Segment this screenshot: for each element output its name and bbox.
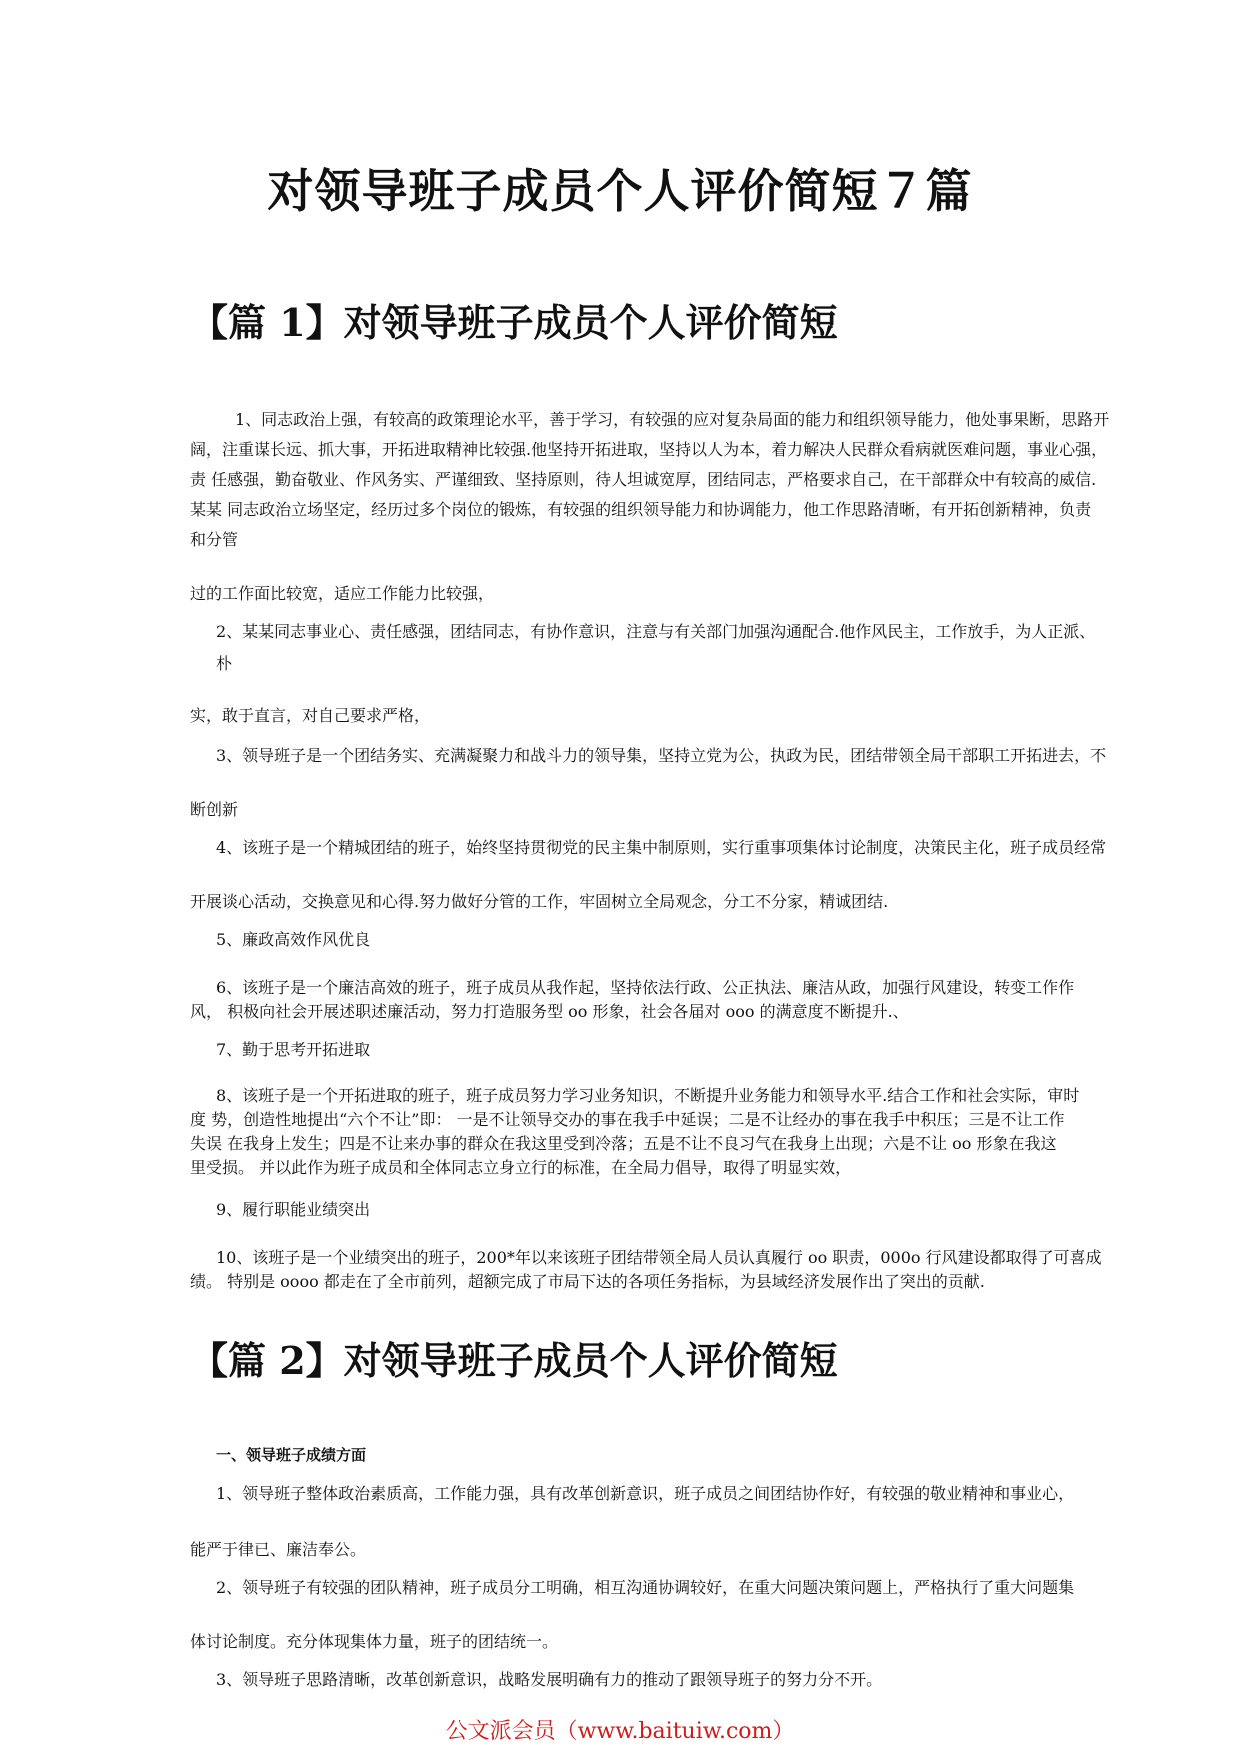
paragraph-line: 过的工作面比较宽，适应工作能力比较强， — [190, 584, 495, 603]
paragraph-line: 9、履行职能业绩突出 — [216, 1200, 371, 1219]
paragraph-line: 能严于律已、廉洁奉公。 — [190, 1540, 367, 1559]
footer-watermark-link[interactable]: 公文派会员（www.baituiw.com） — [445, 1719, 795, 1744]
paragraph-line: 2、领导班子有较强的团队精神，班子成员分工明确，相互沟通协调较好，在重大问题决策问题上，严格执行了重大问题集 — [216, 1578, 1075, 1597]
paragraph-line: 某某 同志政治立场坚定，经历过多个岗位的锻炼，有较强的组织领导能力和协调能力，他工作思路清晰，有开拓创新精神，负责 — [190, 500, 1092, 519]
paragraph-line: 4、该班子是一个精城团结的班子，始终坚持贯彻党的民主集中制原则，实行重事项集体讨论制度，决策民主化，班子成员经常 — [216, 838, 1107, 857]
paragraph-line: 1、领导班子整体政治素质高，工作能力强，具有改革创新意识，班子成员之间团结协作好，有较强的敬业精神和事业心， — [216, 1484, 1075, 1503]
paragraph-line: 1、同志政治上强，有较高的政策理论水平，善于学习，有较强的应对复杂局面的能力和组织领导能力，他处事果断，思路开 — [235, 410, 1110, 429]
paragraph-line: 8、该班子是一个开拓进取的班子，班子成员努力学习业务知识，不断提升业务能力和领导水平.结合工作和社会实际，审时 — [216, 1086, 1080, 1105]
paragraph-line: 里受损。 并以此作为班子成员和全体同志立身立行的标准，在全局力倡导，取得了明显实效， — [190, 1158, 852, 1177]
paragraph-line: 失误 在我身上发生；四是不让来办事的群众在我这里受到冷落；五是不让不良习气在我身上出现；六是不让 oo 形象在我这 — [190, 1134, 1057, 1153]
paragraph-line: 3、领导班子是一个团结务实、充满凝聚力和战斗力的领导集，坚持立党为公，执政为民，团结带领全局干部职工开拓进去，不 — [216, 746, 1107, 765]
section-2-subheading: 一、领导班子成绩方面 — [216, 1446, 367, 1464]
paragraph-line: 实，敢于直言，对自己要求严格， — [190, 706, 431, 725]
paragraph-line: 7、勤于思考开拓进取 — [216, 1040, 371, 1059]
paragraph-line: 风， 积极向社会开展述职述廉活动，努力打造服务型 oo 形象，社会各届对 ooo 的满意度不断提升.、 — [190, 1002, 909, 1021]
paragraph-line: 3、领导班子思路清晰，改革创新意识，战略发展明确有力的推动了跟领导班子的努力分不开。 — [216, 1670, 883, 1689]
section-2-heading: 【篇 2】对领导班子成员个人评价简短 — [190, 1338, 838, 1383]
document-title: 对领导班子成员个人评价简短７篇 — [267, 164, 973, 218]
paragraph-line: 阔，注重谋长远、抓大事，开拓进取精神比较强.他坚持开拓进取，坚持以人为本，着力解决人民群众看病就医难问题，事业心强， — [190, 440, 1108, 459]
paragraph-line: 10、该班子是一个业绩突出的班子，200*年以来该班子团结带领全局人员认真履行 oo 职责，000o 行风建设都取得了可喜成 — [216, 1248, 1102, 1267]
paragraph-line: 责 任感强，勤奋敬业、作风务实、严谨细致、坚持原则，待人坦诚宽厚，团结同志，严格要求自己，在干部群众中有较高的威信. — [190, 470, 1097, 489]
paragraph-line: 度 势，创造性地提出“六个不让”即： 一是不让领导交办的事在我手中延误；二是不让经办的事在我手中积压；三是不让工作 — [190, 1110, 1065, 1129]
paragraph-line: 绩。 特别是 oooo 都走在了全市前列，超额完成了市局下达的各项任务指标，为县域经济发展作出了突出的贡献. — [190, 1272, 985, 1291]
paragraph-line: 开展谈心活动，交换意见和心得.努力做好分管的工作，牢固树立全局观念，分工不分家，精诚团结. — [190, 892, 889, 911]
section-1-heading: 【篇 1】对领导班子成员个人评价简短 — [190, 300, 838, 345]
paragraph-line: 和分管 — [190, 530, 239, 549]
paragraph-line: 5、廉政高效作风优良 — [216, 930, 371, 949]
paragraph-line: 断创新 — [190, 800, 239, 819]
paragraph-line: 朴 — [216, 654, 233, 673]
paragraph-line: 6、该班子是一个廉洁高效的班子，班子成员从我作起，坚持依法行政、公正执法、廉洁从政，加强行风建设，转变工作作 — [216, 978, 1075, 997]
paragraph-line: 体讨论制度。充分体现集体力量，班子的团结统一。 — [190, 1632, 559, 1651]
paragraph-line: 2、某某同志事业心、责任感强，团结同志，有协作意识，注意与有关部门加强沟通配合.他作风民主，工作放手，为人正派、 — [216, 622, 1096, 641]
